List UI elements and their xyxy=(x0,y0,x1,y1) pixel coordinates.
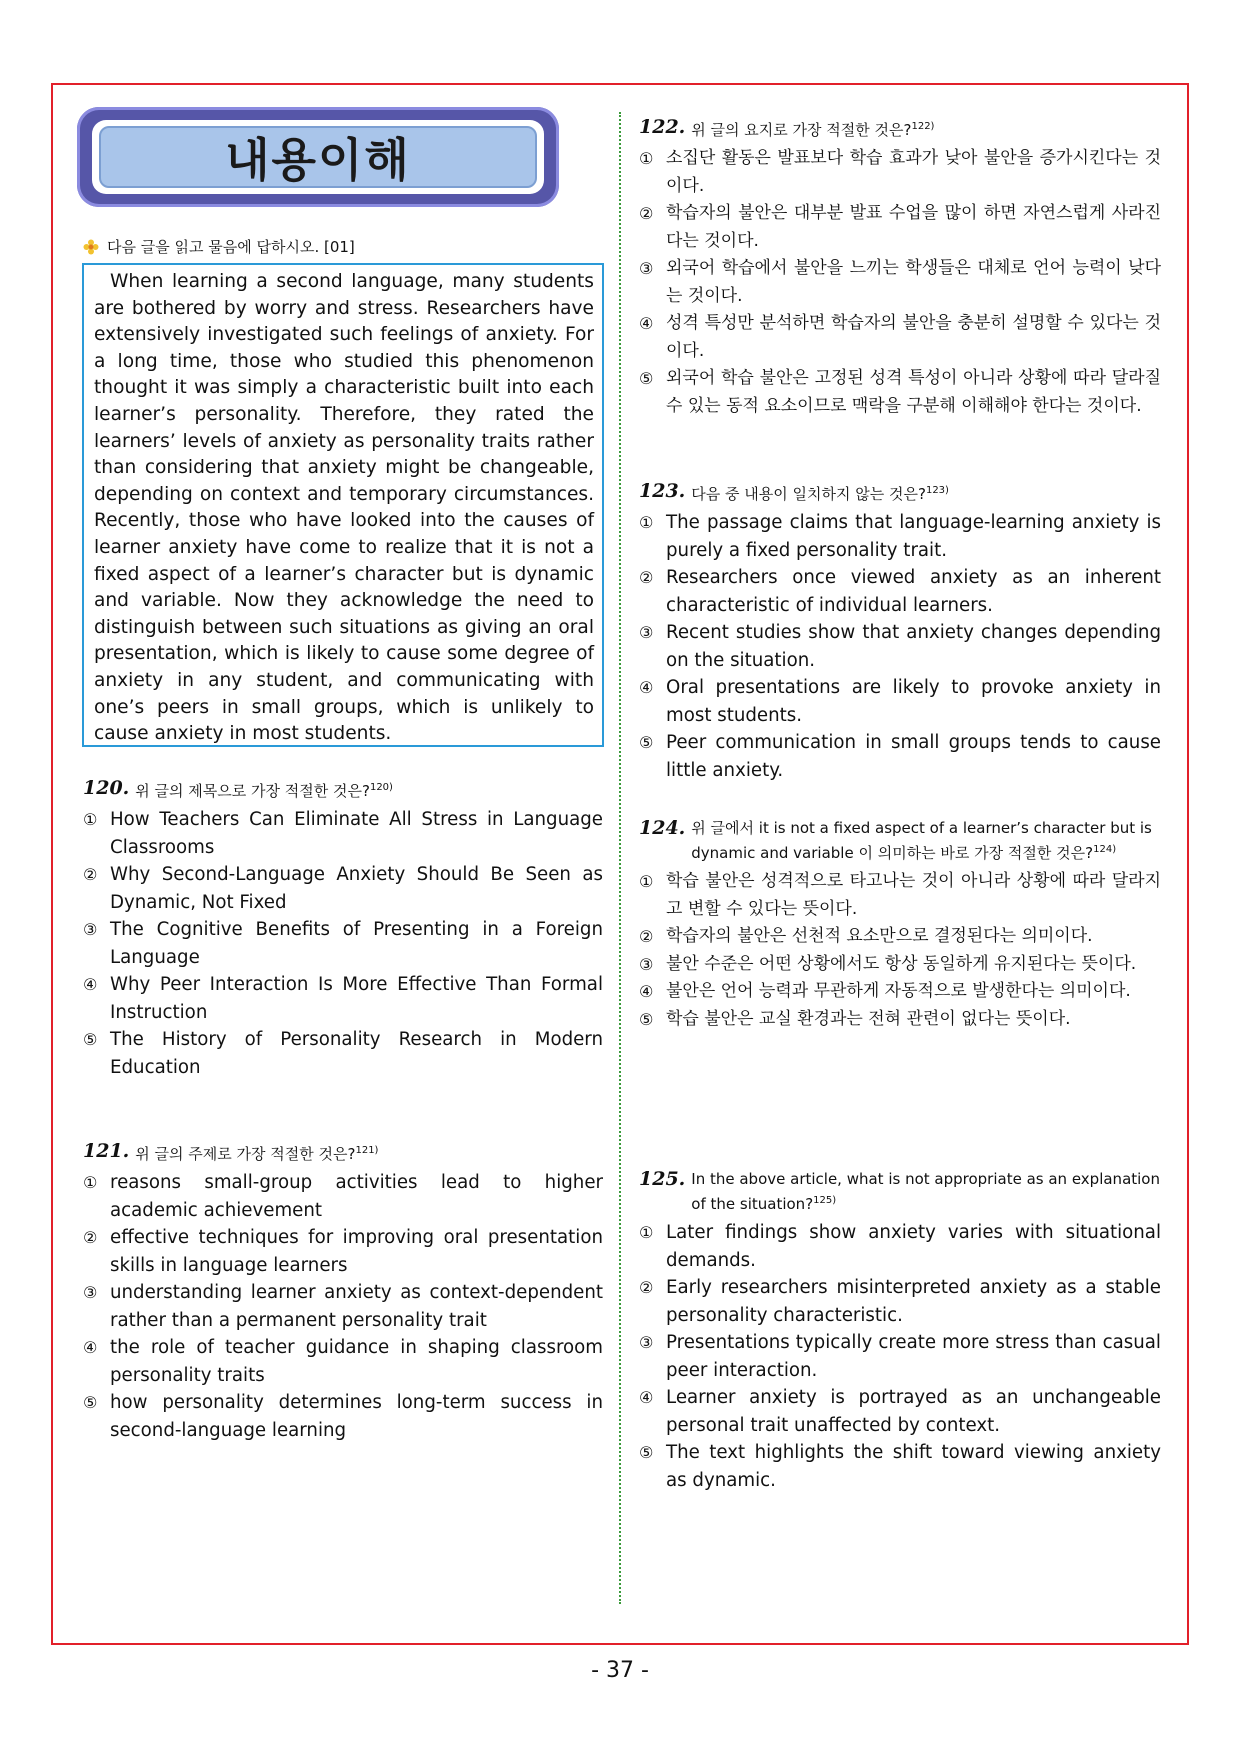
option-5[interactable]: ⑤ Peer communication in small groups tends to cause little anxiety. xyxy=(639,732,1161,781)
option-list xyxy=(83,1169,603,1444)
option-4[interactable]: ④ 성격 특성만 분석하면 학습자의 불안을 충분히 설명할 수 있다는 것이다. xyxy=(639,313,1161,361)
option-1[interactable]: ① How Teachers Can Eliminate All Stress in Language Classrooms xyxy=(83,809,603,858)
question-number: 123. xyxy=(639,480,686,502)
option-1[interactable]: ① The passage claims that language-learning anxiety is purely a fixed personality trait. xyxy=(639,512,1161,561)
question-text: 다음 중 내용이 일치하지 않는 것은? xyxy=(691,485,926,503)
question-number: 125. xyxy=(639,1168,686,1190)
question-number: 120. xyxy=(83,777,130,799)
instruction-line xyxy=(83,236,355,257)
question-120 xyxy=(83,777,603,1081)
option-2[interactable]: ② Researchers once viewed anxiety as an inherent characteristic of individual learners. xyxy=(639,567,1161,616)
option-2[interactable]: ② 학습자의 불안은 대부분 발표 수업을 많이 하면 자연스럽게 사라진다는 것이다. xyxy=(639,203,1161,251)
question-number: 121. xyxy=(83,1140,130,1162)
option-list xyxy=(639,145,1161,420)
section-title-banner xyxy=(77,107,559,207)
question-text: In the above article, what is not appropriate as an explanation of the situation? xyxy=(691,1170,1160,1213)
flower-icon xyxy=(83,239,99,255)
question-header xyxy=(639,116,1161,141)
option-3[interactable]: ③ Presentations typically create more stress than casual peer interaction. xyxy=(639,1332,1161,1381)
option-2[interactable]: ② 학습자의 불안은 선천적 요소만으로 결정된다는 의미이다. xyxy=(639,926,1093,946)
question-121 xyxy=(83,1140,603,1444)
option-4[interactable]: ④ Learner anxiety is portrayed as an unchangeable personal trait unaffected by context. xyxy=(639,1387,1161,1436)
option-2[interactable]: ② Why Second-Language Anxiety Should Be Seen as Dynamic, Not Fixed xyxy=(83,864,603,913)
passage-text: When learning a second language, many students are bothered by worry and stress. Researchers have extensively investigated such feelings of anxiety. For a long time, those who studied this phenomenon thought it was simply a characteristic built into each learner’s personality. Therefore, they rated the learners’ levels of anxiety as personality traits rather than considering that anxiety might be changeable, depending on context and temporary circumstances. Recently, those who have looked into the causes of learner anxiety have come to realize that it is not a fixed aspect of a learner’s character but is dynamic and variable. Now they acknowledge the need to distinguish between such situations as giving an oral presentation, which is likely to cause some degree of anxiety in any student, and communicating with one’s peers in small groups, which is unlikely to cause anxiety in most students. xyxy=(94,271,594,745)
title-banner-core xyxy=(99,126,537,188)
question-number: 122. xyxy=(639,116,686,138)
option-list xyxy=(639,509,1161,784)
option-list xyxy=(83,806,603,1081)
option-3[interactable]: ③ Recent studies show that anxiety changes depending on the situation. xyxy=(639,622,1161,671)
option-5[interactable]: ⑤ how personality determines long-term success in second-language learning xyxy=(83,1392,603,1441)
option-5[interactable]: ⑤ 외국어 학습 불안은 고정된 성격 특성이 아니라 상황에 따라 달라질 수 있는 동적 요소이므로 맥락을 구분해 이해해야 한다는 것이다. xyxy=(639,368,1161,416)
option-4[interactable]: ④ Oral presentations are likely to provoke anxiety in most students. xyxy=(639,677,1161,726)
option-5[interactable]: ⑤ The text highlights the shift toward viewing anxiety as dynamic. xyxy=(639,1442,1161,1491)
question-122 xyxy=(639,116,1161,420)
question-text: 위 글에서 it is not a fixed aspect of a learner’s character but is dynamic and variable 이 의미하는 바로 가장 적절한 것은? xyxy=(691,819,1152,862)
option-1[interactable]: ① Later findings show anxiety varies with situational demands. xyxy=(639,1222,1161,1271)
option-3[interactable]: ③ 외국어 학습에서 불안을 느끼는 학생들은 대체로 언어 능력이 낮다는 것이다. xyxy=(639,258,1161,306)
question-text: 위 글의 주제로 가장 적절한 것은? xyxy=(135,1145,356,1163)
option-3[interactable]: ③ The Cognitive Benefits of Presenting in a Foreign Language xyxy=(83,919,603,968)
question-number: 124. xyxy=(639,817,686,839)
column-divider xyxy=(619,112,621,1604)
option-5[interactable]: ⑤ The History of Personality Research in Modern Education xyxy=(83,1029,603,1078)
question-header xyxy=(639,1168,1161,1215)
section-title: 내용이해 xyxy=(225,133,411,187)
question-header xyxy=(639,480,1161,505)
question-header xyxy=(639,817,1161,864)
question-123 xyxy=(639,480,1161,784)
page-number: - 37 - xyxy=(591,1658,649,1683)
footnote-ref: 123) xyxy=(925,485,949,496)
footnote-ref: 125) xyxy=(813,1195,837,1206)
instruction-text: 다음 글을 읽고 물음에 답하시오. [01] xyxy=(107,238,355,256)
question-text: 위 글의 요지로 가장 적절한 것은? xyxy=(691,121,912,139)
option-4[interactable]: ④ Why Peer Interaction Is More Effective Than Formal Instruction xyxy=(83,974,603,1023)
option-1[interactable]: ① reasons small-group activities lead to higher academic achievement xyxy=(83,1172,603,1221)
option-1[interactable]: ① 소집단 활동은 발표보다 학습 효과가 낮아 불안을 증가시킨다는 것이다. xyxy=(639,148,1161,196)
reading-passage xyxy=(82,263,604,747)
question-header xyxy=(83,777,603,802)
option-2[interactable]: ② effective techniques for improving oral presentation skills in language learners xyxy=(83,1227,603,1276)
option-5[interactable]: ⑤ 학습 불안은 교실 환경과는 전혀 관련이 없다는 뜻이다. xyxy=(639,1008,1071,1029)
question-header xyxy=(83,1140,603,1165)
title-banner-inner xyxy=(92,120,544,194)
question-124 xyxy=(639,817,1161,1033)
option-list xyxy=(639,868,1161,1033)
option-3[interactable]: ③ 불안 수준은 어떤 상황에서도 항상 동일하게 유지된다는 뜻이다. xyxy=(639,953,1137,974)
option-1[interactable]: ① 학습 불안은 성격적으로 타고나는 것이 아니라 상황에 따라 달라지고 변할 수 있다는 뜻이다. xyxy=(639,871,1161,919)
option-list xyxy=(639,1219,1161,1494)
option-4[interactable]: ④ 불안은 언어 능력과 무관하게 자동적으로 발생한다는 의미이다. xyxy=(639,981,1131,1001)
option-4[interactable]: ④ the role of teacher guidance in shaping classroom personality traits xyxy=(83,1337,603,1386)
option-3[interactable]: ③ understanding learner anxiety as context-dependent rather than a permanent personality trait xyxy=(83,1282,603,1331)
option-2[interactable]: ② Early researchers misinterpreted anxiety as a stable personality characteristic. xyxy=(639,1277,1161,1326)
footnote-ref: 120) xyxy=(369,782,393,793)
footnote-ref: 122) xyxy=(911,121,935,132)
question-text: 위 글의 제목으로 가장 적절한 것은? xyxy=(135,782,370,800)
footnote-ref: 124) xyxy=(1093,844,1117,855)
question-125 xyxy=(639,1168,1161,1494)
footnote-ref: 121) xyxy=(355,1145,379,1156)
